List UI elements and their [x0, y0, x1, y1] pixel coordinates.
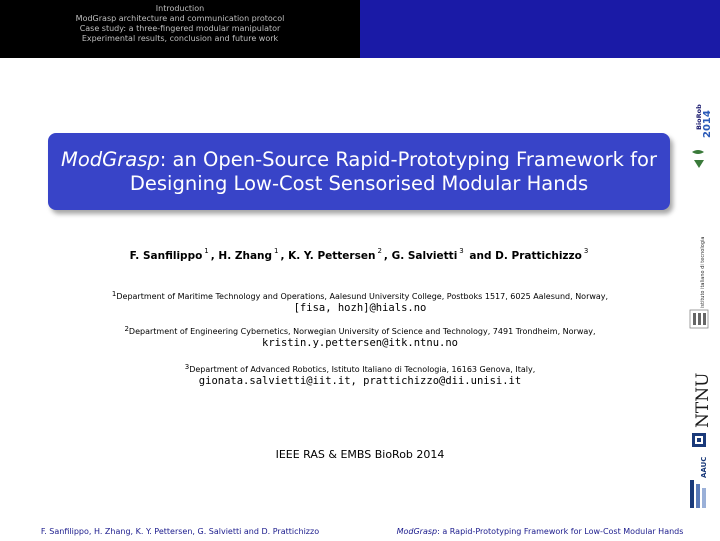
author-name: H. Zhang — [218, 250, 273, 262]
nav-item-results[interactable]: Experimental results, conclusion and future work — [81, 34, 279, 43]
affiliation-text: Department of Advanced Robotics, Istituto Italiano di Tecnologia, 16163 Genova, Italy, — [189, 365, 536, 374]
affiliation-email: kristin.y.pettersen@itk.ntnu.no — [262, 337, 458, 349]
nav-item-architecture[interactable]: ModGrasp architecture and communication protocol — [75, 14, 285, 23]
biorob-logo — [692, 104, 713, 168]
title-line-2: Designing Low-Cost Sensorised Modular Hands — [129, 172, 589, 195]
author-name: K. Y. Pettersen — [288, 250, 376, 262]
section-nav — [0, 0, 360, 58]
affiliation-number: 2 — [124, 325, 129, 333]
nav-item-case-study[interactable]: Case study: a three-fingered modular manipulator — [79, 24, 281, 33]
iit-logo — [690, 237, 708, 328]
nav-item-introduction[interactable]: Introduction — [155, 4, 205, 13]
footer-title-italic: ModGrasp — [396, 527, 438, 536]
biorob-year: 2014 — [702, 110, 713, 138]
affiliation-text: Department of Maritime Technology and Operations, Aalesund University College, Postboks 1517, 6025 Aalesund, Norway, — [116, 292, 609, 301]
conference-name: IEEE RAS & EMBS BioRob 2014 — [275, 448, 445, 461]
biorob-emblem-icon — [692, 150, 704, 168]
author-name: F. Sanfilippo — [129, 250, 203, 262]
aauc-logo — [690, 457, 708, 508]
author-aff: 3 — [459, 247, 464, 255]
footer-title-rest: : a Rapid-Prototyping Framework for Low-Cost Modular Hands — [437, 527, 684, 536]
affiliation-email: gionata.salvietti@iit.it, prattichizzo@dii.unisi.it — [198, 375, 522, 387]
affiliation-number: 1 — [111, 290, 117, 298]
author-aff: 1 — [274, 247, 279, 255]
affiliation-number: 3 — [184, 363, 190, 371]
affiliation-text: Department of Engineering Cybernetics, Norwegian University of Science and Technology, 7491 Trondheim, Norway, — [128, 327, 596, 336]
author-aff: 3 — [583, 247, 589, 255]
footer-title — [360, 522, 720, 541]
ntnu-label: NTNU — [693, 372, 713, 428]
iit-label: istituto italiano di tecnologia — [700, 236, 706, 308]
title-rest: : an Open-Source Rapid-Prototyping Framework for — [159, 148, 657, 171]
aauc-label: AAUC — [700, 456, 708, 478]
affiliation-1 — [0, 289, 720, 315]
ntnu-logo — [692, 373, 713, 447]
author-name: G. Salvietti — [391, 250, 458, 262]
header-fill — [360, 0, 720, 58]
biorob-label: BioRob — [695, 104, 703, 130]
title-line-1 — [48, 148, 670, 172]
footer-bar — [0, 522, 720, 541]
sponsor-logos — [684, 100, 714, 520]
author-aff: 1 — [204, 247, 209, 255]
affiliation-email: [fisa, hozh]@hials.no — [293, 302, 427, 314]
header-bar — [0, 0, 720, 58]
affiliation-2 — [0, 324, 720, 350]
title-italic: ModGrasp — [61, 148, 160, 171]
footer-authors: F. Sanfilippo, H. Zhang, K. Y. Pettersen, G. Salvietti and D. Prattichizzo — [0, 522, 360, 541]
author-list: F. Sanfilippo $^1$ , H. Zhang $^1$ , K. Y. Pettersen $^2$ , G. Salvietti $^3$ and D. Prattichizzo $^3$ — [129, 247, 589, 262]
author-name: D. Prattichizzo — [495, 250, 582, 262]
affiliation-3 — [0, 362, 720, 388]
title-box — [48, 133, 670, 210]
author-aff: 2 — [377, 247, 382, 255]
